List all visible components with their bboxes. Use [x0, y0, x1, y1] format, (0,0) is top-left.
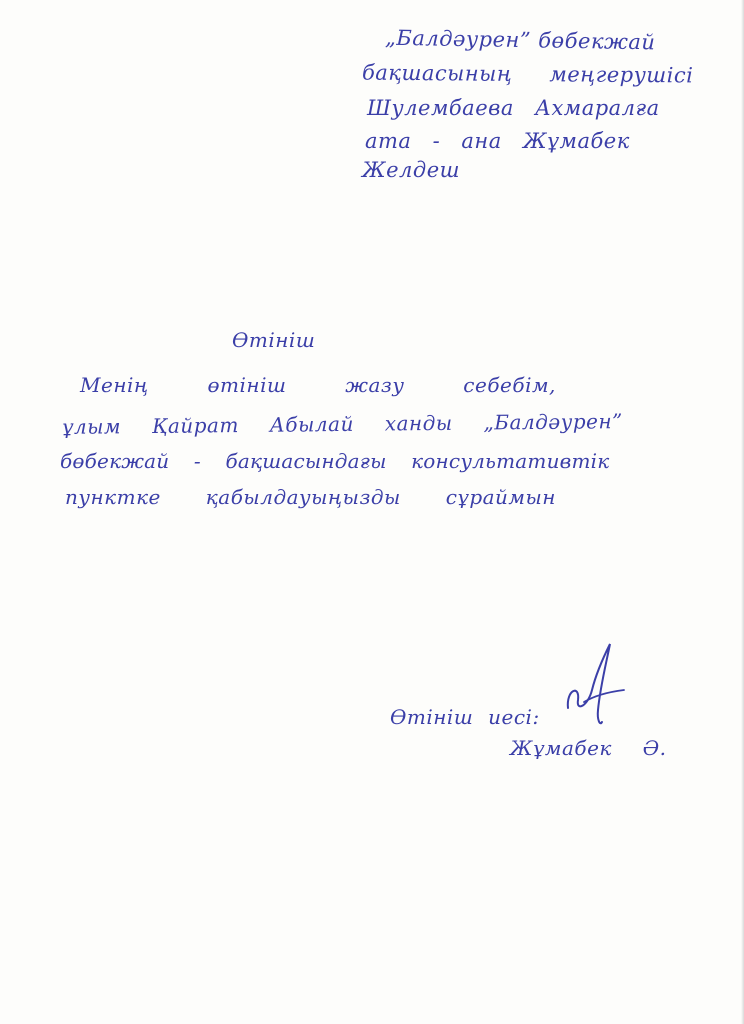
addressee-line-1: „Балдәурен” бөбекжай — [384, 25, 656, 55]
handwritten-signature — [560, 640, 630, 730]
body-line-1: Менің өтініш жазу себебім, — [80, 373, 556, 397]
body-line-4: пунктке қабылдауыңызды сұраймын — [65, 485, 556, 509]
addressee-line-4: ата - ана Жұмабек — [365, 129, 630, 153]
body-line-3: бөбекжай - бақшасындағы консультативтік — [60, 449, 610, 473]
body-line-2: ұлым Қайрат Абылай ханды „Балдәурен” — [61, 409, 623, 439]
addressee-line-5: Желдеш — [362, 158, 461, 182]
applicant-label: Өтініш иесі: — [390, 705, 540, 729]
applicant-name: Жұмабек Ә. — [510, 736, 667, 760]
document-title: Өтініш — [232, 328, 316, 352]
addressee-line-3: Шулембаева Ахмаралға — [367, 96, 660, 120]
addressee-line-2: бақшасының меңгерушісі — [361, 60, 694, 88]
